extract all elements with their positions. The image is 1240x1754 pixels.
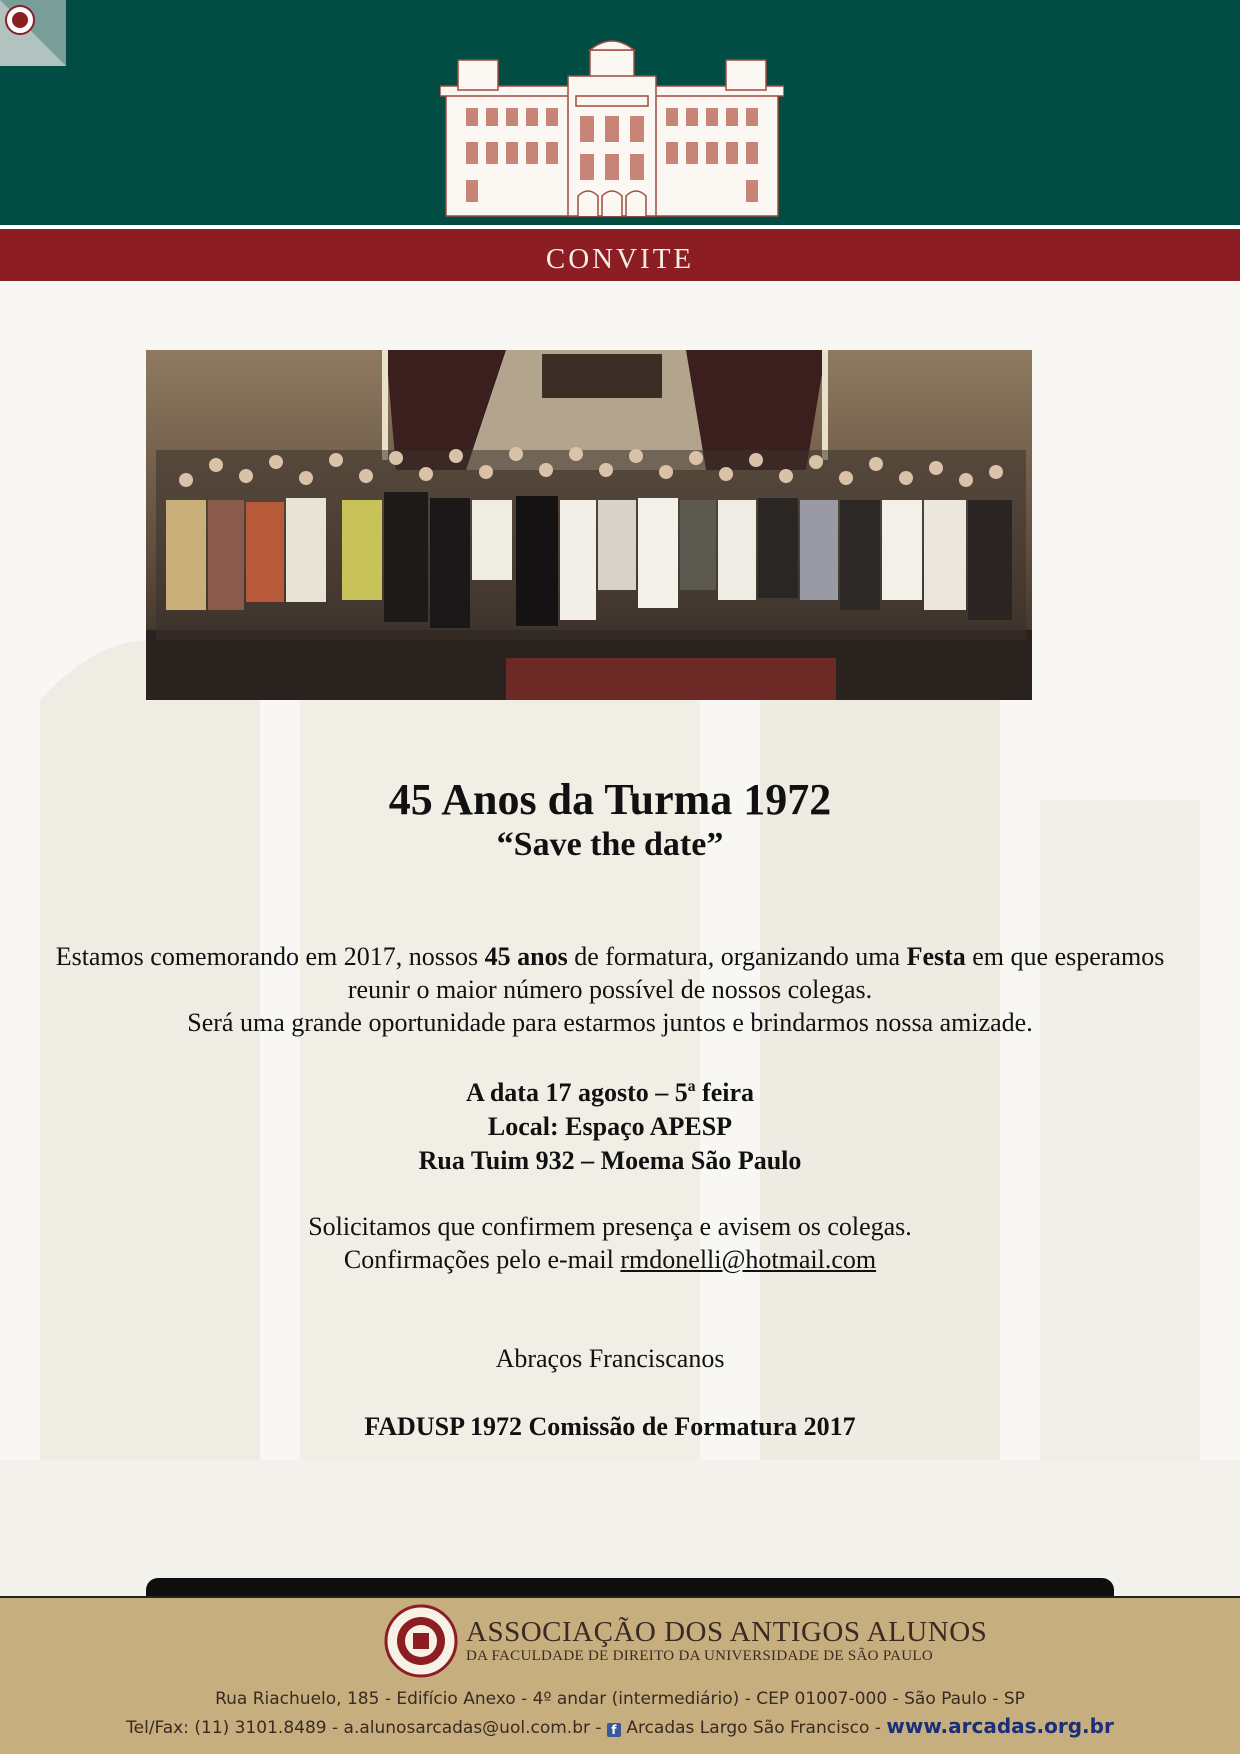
association-subtitle: DA FACULDADE DE DIREITO DA UNIVERSIDADE DE SÃO PAULO (466, 1648, 933, 1664)
footer-divider (0, 1596, 1240, 1598)
rsvp-block (0, 1210, 1220, 1276)
invitation-body (40, 940, 1180, 1039)
facebook-page-link[interactable]: Arcadas Largo São Francisco (626, 1718, 870, 1738)
event-address: Rua Tuim 932 – Moema São Paulo (418, 1146, 802, 1175)
body-text: de formatura, organizando uma (567, 942, 907, 971)
rsvp-email-line (0, 1243, 1220, 1276)
invitation-title: 45 Anos da Turma 1972 (388, 775, 832, 824)
rsvp-request: Solicitamos que confirmem presença e avisem os colegas. (308, 1212, 912, 1241)
contact-phone-email: Tel/Fax: (11) 3101.8489 - a.alunosarcadas@uol.com.br - (126, 1718, 602, 1738)
body-text: em que esperamos reunir o maior número possível de nossos colegas. (347, 942, 1165, 1004)
body-bold-party: Festa (906, 942, 966, 971)
association-seal-icon (384, 1604, 458, 1678)
association-address: Rua Riachuelo, 185 - Edifício Anexo - 4º andar (intermediário) - CEP 01007-000 - São Paulo - SP (215, 1689, 1025, 1709)
banner-title: convite (545, 232, 695, 278)
association-name: ASSOCIAÇÃO DOS ANTIGOS ALUNOS (466, 1616, 988, 1648)
association-contact (0, 1714, 1240, 1738)
group-photo (146, 350, 1032, 700)
corner-fold-logo (0, 0, 66, 66)
event-venue: Local: Espaço APESP (487, 1112, 733, 1141)
facebook-icon[interactable]: f (607, 1723, 621, 1737)
website-link[interactable]: www.arcadas.org.br (886, 1714, 1114, 1738)
convite-banner (0, 229, 1240, 281)
invitation-subtitle: “Save the date” (496, 826, 724, 863)
rsvp-email-link[interactable]: rmdonelli@hotmail.com (620, 1245, 877, 1274)
signature: FADUSP 1972 Comissão de Formatura 2017 (364, 1412, 856, 1441)
body-text: Estamos comemorando em 2017, nossos (55, 942, 485, 971)
faculty-building-icon (440, 36, 784, 220)
rsvp-email-label: Confirmações pelo e-mail (343, 1245, 621, 1274)
event-details (0, 1076, 1220, 1178)
body-bold-years: 45 anos (484, 942, 568, 971)
event-date: A data 17 agosto – 5ª feira (466, 1078, 754, 1107)
closing-greeting: Abraços Franciscanos (495, 1344, 725, 1373)
body-paragraph (40, 940, 1180, 1006)
body-line: Será uma grande oportunidade para estarmos juntos e brindarmos nossa amizade. (187, 1008, 1033, 1037)
contact-separator: - (874, 1718, 881, 1738)
